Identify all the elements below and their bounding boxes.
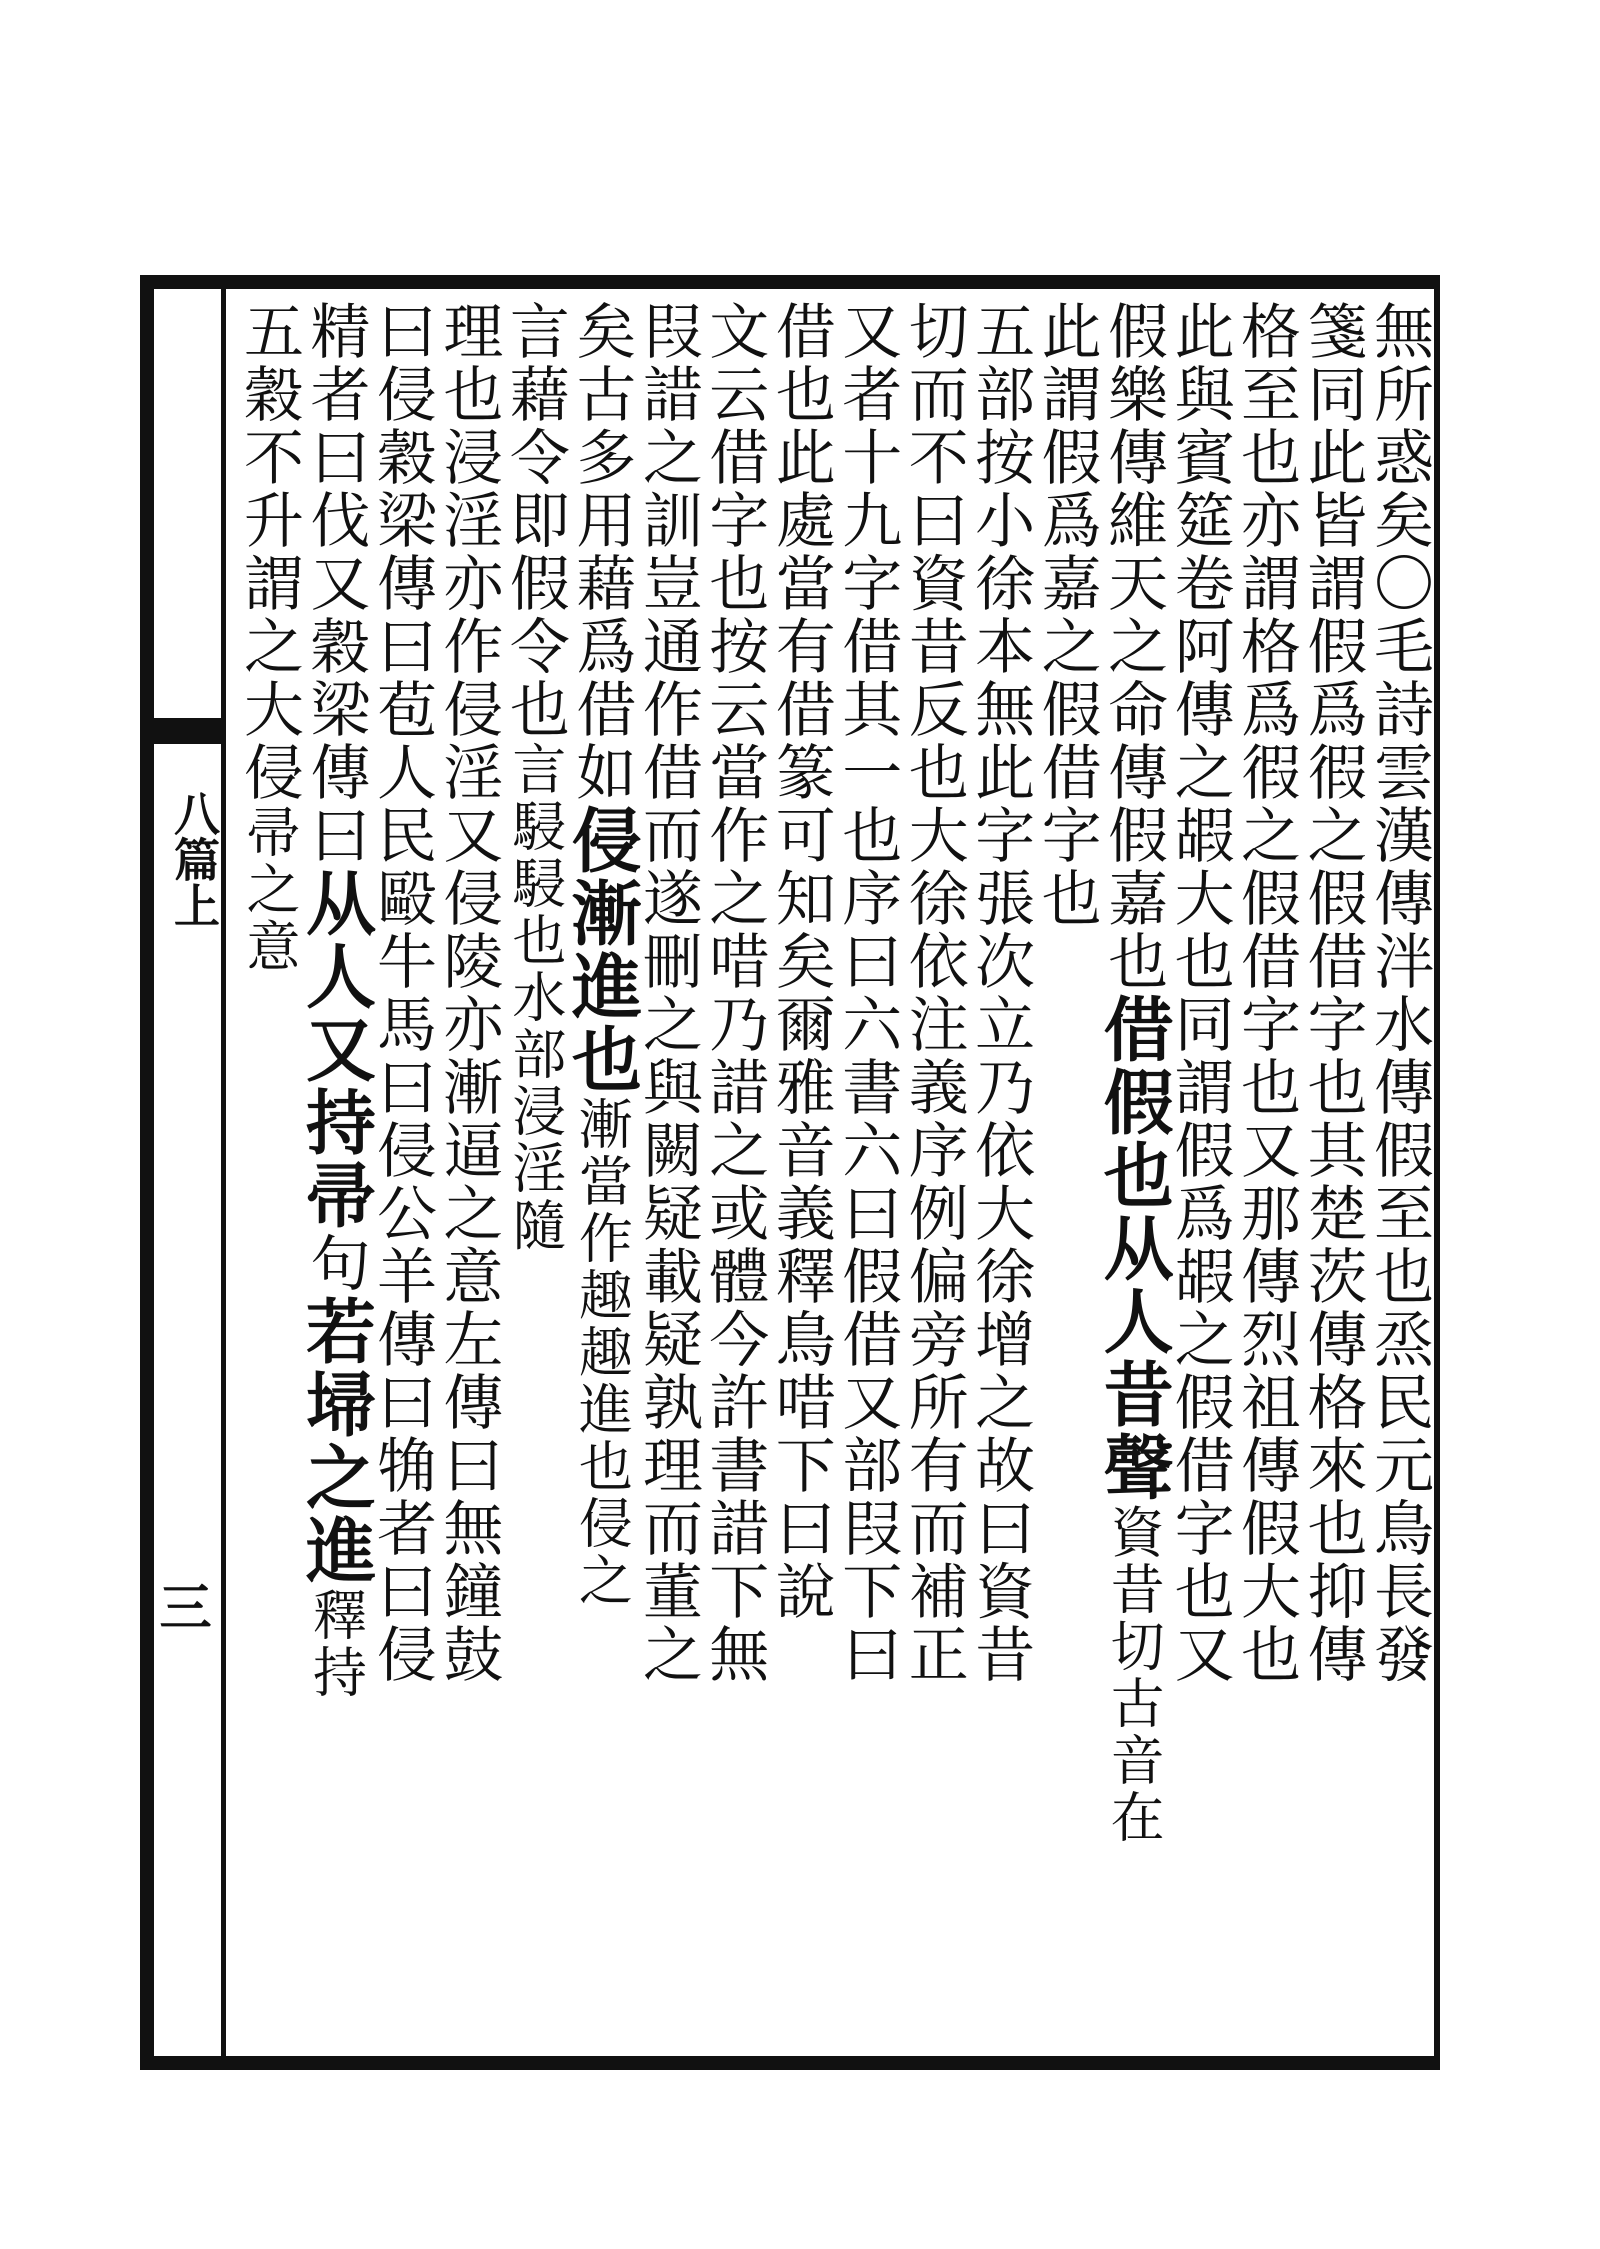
text-column <box>498 300 572 2050</box>
commentary-text: 箋同此皆謂假爲徦之假借字也其楚茨傳格來也抑傳 <box>1297 300 1368 1686</box>
text-column <box>1229 300 1303 2050</box>
commentary-text: 切而不曰資昔反也大徐依注義序例偏旁所有而補正 <box>898 300 969 1686</box>
headword-text: 从人又持帚 <box>294 867 378 1232</box>
annotation-text: 帚之意 <box>238 804 301 975</box>
commentary-text: 句 <box>300 1232 371 1295</box>
margin-title: 八篇上 <box>167 790 221 928</box>
annotation-text: 漸當作趣趣進也侵之 <box>570 1096 634 1609</box>
headword-text: 借 <box>1092 993 1176 1066</box>
headword-text: 侵 <box>560 804 644 877</box>
commentary-text: 假樂傳維天之命傳假嘉也 <box>1098 300 1169 993</box>
text-column <box>232 300 306 2050</box>
annotation-text: 釋持 <box>304 1587 368 1701</box>
text-column <box>431 300 505 2050</box>
text-column <box>1296 300 1370 2050</box>
commentary-text: 此謂假爲嘉之假借字也 <box>1031 300 1102 930</box>
text-body <box>232 300 1434 2050</box>
text-column <box>560 300 644 2050</box>
commentary-text: 矣古多用藉爲借 <box>566 300 637 741</box>
text-column <box>294 300 378 2050</box>
fishtail-marker <box>154 718 226 744</box>
headword-text: 漸進也 <box>560 877 644 1096</box>
commentary-text: 言藉令即假令也 <box>499 300 570 741</box>
text-column <box>1362 300 1436 2050</box>
text-column <box>1092 300 1176 2050</box>
annotation-text: 言駸駸也水部浸淫隨 <box>503 741 567 1254</box>
annotation-text: 資昔切古音在 <box>1102 1504 1166 1846</box>
commentary-text: 精者曰伐又穀梁傳曰 <box>300 300 371 867</box>
headword-text: 假也从人昔聲 <box>1092 1066 1176 1504</box>
text-column <box>963 300 1037 2050</box>
text-column <box>1030 300 1104 2050</box>
commentary-text: 叚諎之訓豈通作借而遂刪之與闕疑載疑孰理而董之 <box>632 300 703 1686</box>
text-column <box>764 300 838 2050</box>
commentary-text: 如 <box>566 741 637 804</box>
text-column <box>830 300 904 2050</box>
text-column <box>697 300 771 2050</box>
commentary-text: 格至也亦謂格爲徦之假借字也又那傳烈祖傳假大也 <box>1231 300 1302 1686</box>
commentary-text: 五部按小徐本無此字張次立乃依大徐增之故曰資昔 <box>965 300 1036 1686</box>
margin-page-number: 三 <box>150 1580 211 1632</box>
commentary-text: 文云借字也按云當作之唶乃諎之或體今許書諎下無 <box>699 300 770 1686</box>
commentary-text: 無所惑矣〇毛詩雲漢傳泮水傳假至也烝民元鳥長發 <box>1364 300 1434 1686</box>
commentary-text: 理也浸淫亦作侵淫又侵陵亦漸逼之意左傳曰無鐘鼓 <box>433 300 504 1686</box>
commentary-text: 曰侵穀梁傳曰苞人民毆牛馬曰侵公羊傳曰觕者曰侵 <box>366 300 437 1686</box>
commentary-text: 借也此處當有借篆可知矣爾雅音義釋鳥唶下曰說 <box>765 300 836 1623</box>
text-column <box>897 300 971 2050</box>
margin-strip <box>150 289 226 2056</box>
headword-text: 若埽之進 <box>294 1295 378 1587</box>
commentary-text: 又者十九字借其一也序曰六書六曰假借又部叚下曰 <box>832 300 903 1686</box>
text-column <box>631 300 705 2050</box>
commentary-text: 五穀不升謂之大侵 <box>234 300 304 804</box>
commentary-text: 此與賓筵卷阿傳之嘏大也同謂假爲嘏之假借字也又 <box>1164 300 1235 1686</box>
